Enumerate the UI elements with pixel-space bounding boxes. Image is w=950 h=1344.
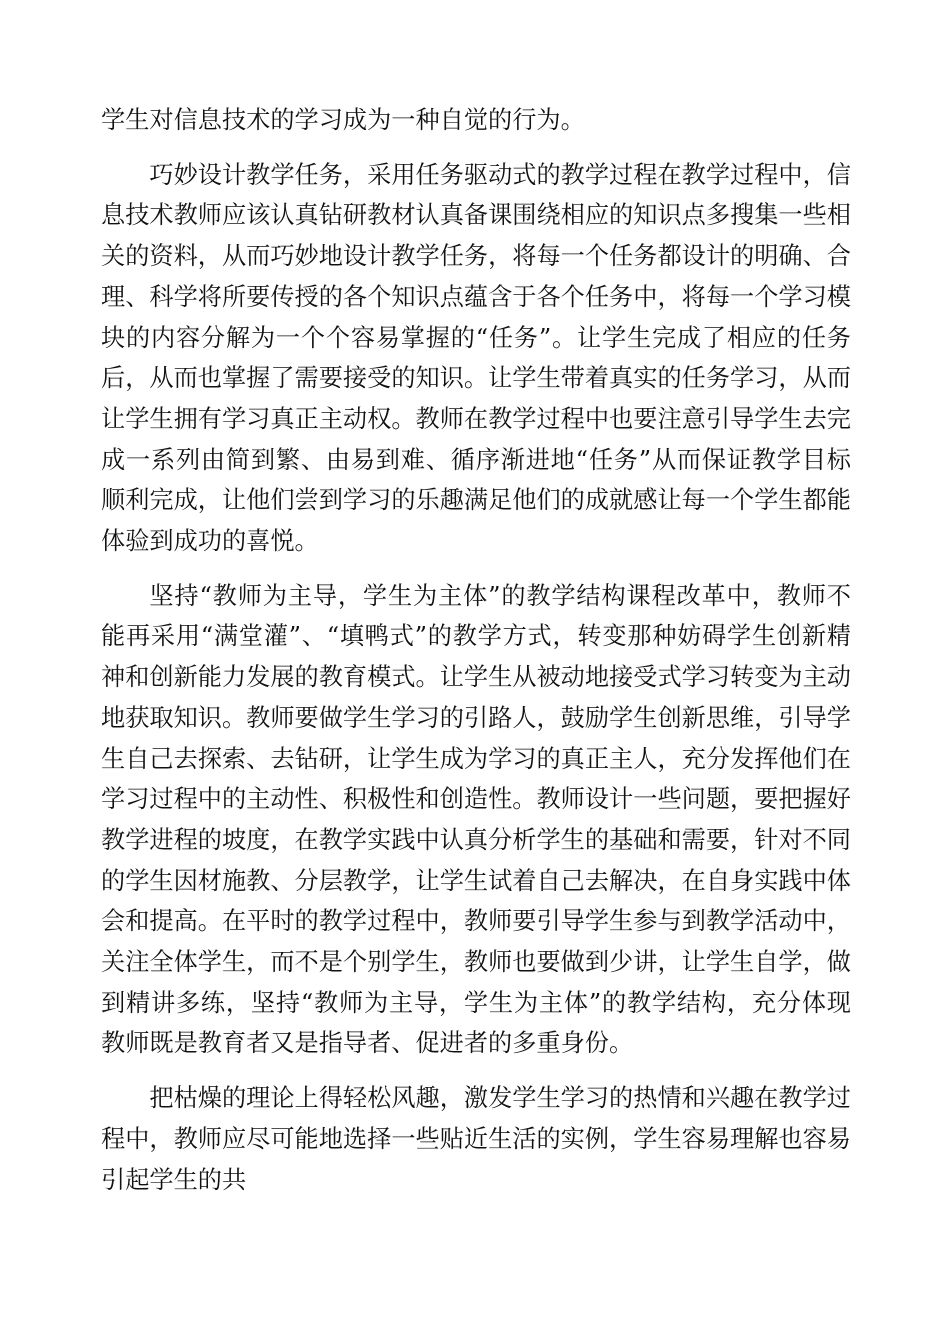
paragraph-continuation: 学生对信息技术的学习成为一种自觉的行为。 xyxy=(101,106,585,134)
document-body xyxy=(101,100,851,1200)
paragraph-interest: 把枯燥的理论上得轻松风趣，激发学生学习的热情和兴趣在教学过程中，教师应尽可能地选择一些贴近生活的实例，学生容易理解也容易引起学生的共 xyxy=(101,1084,851,1194)
paragraph-task-design: 巧妙设计教学任务，采用任务驱动式的教学过程在教学过程中，信息技术教师应该认真钻研教材认真备课围绕相应的知识点多搜集一些相关的资料，从而巧妙地设计教学任务，将每一个任务都设计的明确、合理、科学将所要传授的各个知识点蕴含于各个任务中，将每一个学习模块的内容分解为一个个容易掌握的“任务”。让学生完成了相应的任务后，从而也掌握了需要接受的知识。让学生带着真实的任务学习，从而让学生拥有学习真正主动权。教师在教学过程中也要注意引导学生去完成一系列由简到繁、由易到难、循序渐进地“任务”从而保证教学目标顺利完成，让他们尝到学习的乐趣满足他们的成就感让每一个学生都能体验到成功的喜悦。 xyxy=(101,160,851,556)
paragraph-teacher-led: 坚持“教师为主导，学生为主体”的教学结构课程改革中，教师不能再采用“满堂灌”、“填鸭式”的教学方式，转变那种妨碍学生创新精神和创新能力发展的教育模式。让学生从被动地接受式学习转变为主动地获取知识。教师要做学生学习的引路人，鼓励学生创新思维，引导学生自己去探索、去钻研，让学生成为学习的真正主人，充分发挥他们在学习过程中的主动性、积极性和创造性。教师设计一些问题，要把握好教学进程的坡度，在教学实践中认真分析学生的基础和需要，针对不同的学生因材施教、分层教学，让学生试着自己去解决，在自身实践中体会和提高。在平时的教学过程中，教师要引导学生参与到教学活动中，关注全体学生，而不是个别学生，教师也要做到少讲，让学生自学，做到精讲多练，坚持“教师为主导，学生为主体”的教学结构，充分体现教师既是教育者又是指导者、促进者的多重身份。 xyxy=(101,581,851,1058)
